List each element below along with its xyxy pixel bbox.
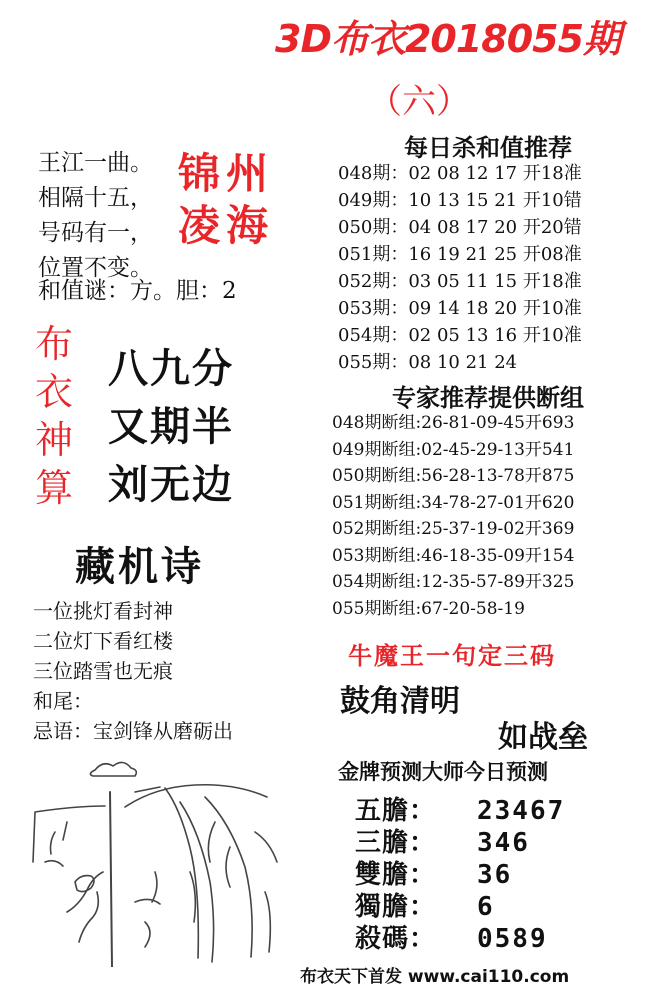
footer-source: 布衣天下首发 www.cai110.com bbox=[300, 967, 570, 987]
big-riddle-lines bbox=[108, 340, 234, 514]
list-item: 053期：09 14 18 20 开10准 bbox=[338, 298, 582, 319]
vertical-red-title bbox=[34, 320, 74, 512]
mountain-sketch-illustration bbox=[15, 752, 295, 967]
dan-row bbox=[355, 854, 513, 890]
poem-line: 位置不变。 bbox=[38, 255, 153, 281]
poem-red-words bbox=[178, 148, 288, 252]
list-item: 052期断组:25-37-19-02开369 bbox=[332, 519, 575, 539]
vertical-char: 布 bbox=[34, 322, 73, 366]
list-item: 050期断组:56-28-13-78开875 bbox=[332, 466, 575, 486]
vertical-char: 神 bbox=[34, 418, 73, 462]
list-item: 052期：03 05 11 15 开18准 bbox=[338, 271, 582, 292]
clue-line: 忌语：宝剑锋从磨砺出 bbox=[33, 719, 233, 743]
dan-value: 6 bbox=[477, 892, 495, 922]
list-item: 048期断组:26-81-09-45开693 bbox=[332, 413, 575, 433]
gujiao-line: 鼓角清明 bbox=[340, 684, 460, 719]
gold-master-heading: 金牌预测大师今日预测 bbox=[338, 759, 548, 784]
dan-row bbox=[355, 822, 530, 858]
clue-line: 一位挑灯看封神 bbox=[33, 599, 173, 623]
dan-label: 三膽： bbox=[355, 828, 437, 858]
niumowang-heading: 牛魔王一句定三码 bbox=[348, 641, 556, 670]
dan-row bbox=[355, 918, 548, 954]
expert-header: 专家推荐提供断组 bbox=[392, 383, 584, 412]
clue-line: 三位踏雪也无痕 bbox=[33, 659, 173, 683]
vertical-char: 算 bbox=[34, 466, 73, 510]
list-item: 051期断组:34-78-27-01开620 bbox=[332, 492, 575, 513]
poem-line: 号码有一， bbox=[38, 220, 153, 246]
hezhi-riddle: 和值谜：方。胆：2 bbox=[38, 278, 237, 304]
dan-label: 殺碼： bbox=[355, 924, 437, 954]
page-title: 3D布衣2018055期 bbox=[275, 17, 621, 61]
clue-line: 二位灯下看红楼 bbox=[33, 629, 173, 653]
big-line: 又期半 bbox=[108, 404, 234, 450]
list-item: 048期：02 08 12 17 开18准 bbox=[338, 163, 582, 184]
red-word-linghai: 凌海 bbox=[178, 201, 275, 250]
list-item: 051期：16 19 21 25 开08准 bbox=[338, 244, 582, 265]
dan-value: 36 bbox=[477, 860, 513, 890]
dan-row bbox=[355, 790, 566, 826]
sum-recommend-list bbox=[338, 160, 582, 376]
dan-value: 23467 bbox=[477, 796, 566, 826]
list-item: 055期断组:67-20-58-19 bbox=[332, 598, 525, 619]
list-item: 055期：08 10 21 24 bbox=[338, 352, 518, 373]
list-item: 050期：04 08 17 20 开20错 bbox=[338, 217, 582, 238]
ruzhan-line: 如战垒 bbox=[498, 720, 588, 755]
dan-label: 獨膽： bbox=[355, 892, 437, 922]
sum-recommend-header: 每日杀和值推荐 bbox=[404, 133, 572, 162]
list-item: 049期断组:02-45-29-13开541 bbox=[332, 439, 575, 460]
list-item: 049期：10 13 15 21 开10错 bbox=[338, 190, 582, 211]
cangji-title: 藏机诗 bbox=[75, 544, 204, 590]
poem-line: 王江一曲。 bbox=[38, 150, 153, 176]
poem-block bbox=[38, 146, 153, 286]
dan-label: 五膽： bbox=[355, 796, 437, 826]
poem-line: 相隔十五， bbox=[38, 185, 153, 211]
dan-value: 0589 bbox=[477, 924, 548, 954]
big-line: 刘无边 bbox=[108, 462, 234, 508]
dan-row bbox=[355, 886, 495, 922]
issue-subtitle: （六） bbox=[368, 82, 470, 122]
list-item: 054期断组:12-35-57-89开325 bbox=[332, 572, 575, 592]
cangji-clues bbox=[33, 596, 233, 746]
vertical-char: 衣 bbox=[34, 370, 73, 414]
big-line: 八九分 bbox=[108, 346, 234, 392]
expert-list bbox=[332, 410, 574, 622]
list-item: 054期：02 05 13 16 开10准 bbox=[338, 325, 582, 346]
clue-line: 和尾： bbox=[33, 689, 93, 713]
dan-label: 雙膽： bbox=[355, 860, 437, 890]
red-word-jinzhou: 锦州 bbox=[178, 149, 275, 198]
dan-value: 346 bbox=[477, 828, 530, 858]
list-item: 053期断组:46-18-35-09开154 bbox=[332, 545, 575, 566]
